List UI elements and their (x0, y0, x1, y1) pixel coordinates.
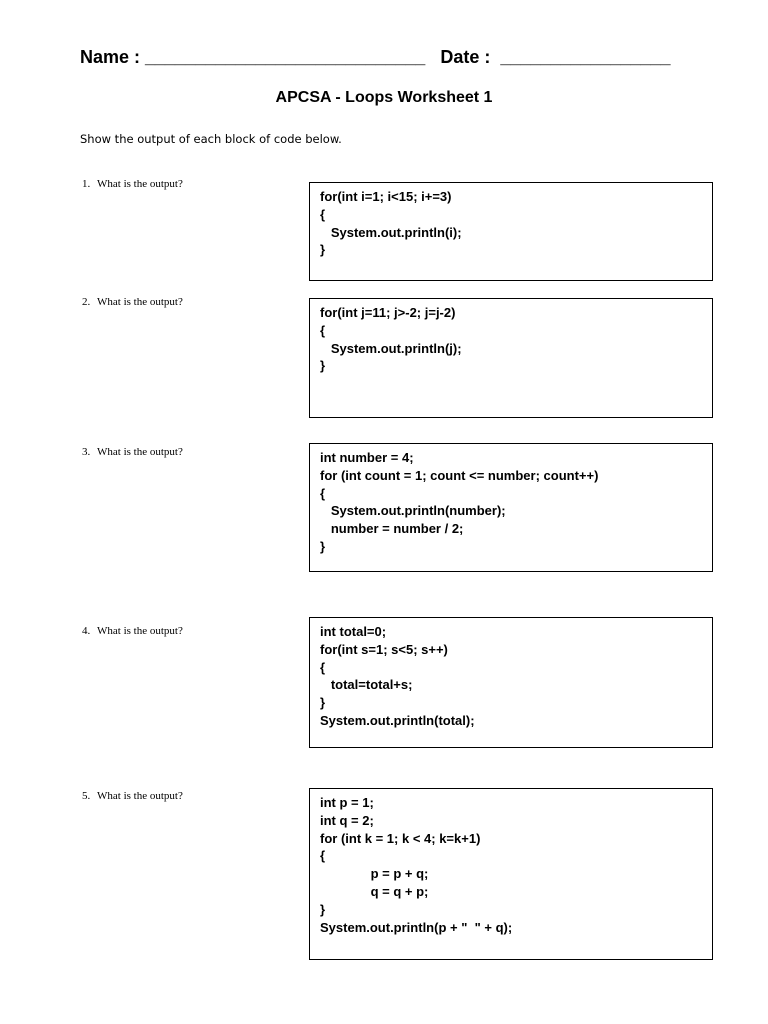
question-4-text: What is the output? (97, 625, 183, 637)
question-4-code: int total=0; for(int s=1; s<5; s++) { total=total+s; } System.out.println(total); (320, 624, 475, 728)
instructions-text: Show the output of each block of code below. (80, 132, 342, 146)
question-4-number: 4. (82, 625, 91, 637)
question-1-code: for(int i=1; i<15; i+=3) { System.out.println(i); } (320, 189, 462, 258)
question-5-code: int p = 1; int q = 2; for (int k = 1; k < 4; k=k+1) { p = p + q; q = q + p; } System.out.println(p + " " + q); (320, 795, 513, 935)
question-3-code-box (309, 443, 713, 572)
question-3-prompt (82, 446, 183, 458)
question-3-code: int number = 4; for (int count = 1; count <= number; count++) { System.out.println(number); number = number / 2; } (320, 450, 599, 554)
question-1-prompt (82, 178, 183, 190)
question-2-code: for(int j=11; j>-2; j=j-2) { System.out.println(j); } (320, 305, 462, 374)
question-1-code-box (309, 182, 713, 281)
question-4-prompt (82, 625, 183, 637)
question-4-code-box (309, 617, 713, 748)
question-5-prompt (82, 790, 183, 802)
question-3-number: 3. (82, 446, 91, 458)
question-1-text: What is the output? (97, 178, 183, 190)
question-3-text: What is the output? (97, 446, 183, 458)
name-date-line: Name : ____________________________ Date : _________________ (80, 47, 671, 67)
question-2-code-box (309, 298, 713, 418)
question-5-code-box (309, 788, 713, 960)
worksheet-title: APCSA - Loops Worksheet 1 (275, 89, 493, 106)
question-2-text: What is the output? (97, 296, 183, 308)
question-5-number: 5. (82, 790, 91, 802)
question-5-text: What is the output? (97, 790, 183, 802)
question-1-number: 1. (82, 178, 91, 190)
question-2-prompt (82, 296, 183, 308)
question-2-number: 2. (82, 296, 91, 308)
